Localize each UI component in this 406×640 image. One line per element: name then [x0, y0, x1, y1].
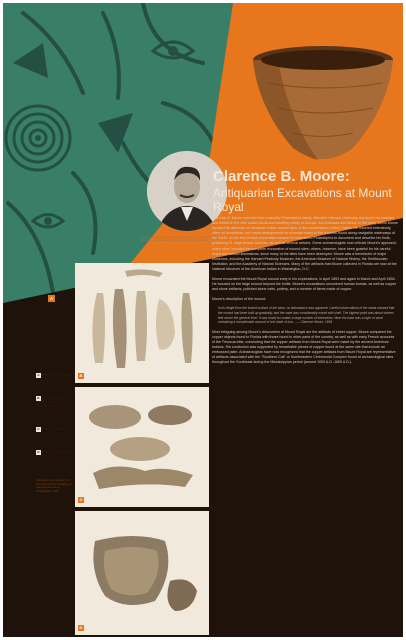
- panel-b-tools: [75, 263, 209, 383]
- caption-a-text: Embossed, with an open eye motif. Courtesy of the Academy of Natural Sciences, Philadelphia. 1894: [36, 378, 72, 392]
- portrait-caption: Clarence B. Moore, antiquarian and explorer, in his 20s. Photograph courtesy of the Academy of Natural Sciences, Philadelphia.: [141, 236, 220, 243]
- caption-d-marker: D: [37, 450, 40, 455]
- caption-a: [36, 373, 73, 392]
- caption-c-marker: C: [37, 426, 40, 431]
- marker-b-label: B: [79, 373, 83, 378]
- caption-b-heading: Polished stone implements and ornaments.: [36, 396, 65, 408]
- panel-c-pottery: [75, 387, 209, 507]
- body-text: [212, 216, 398, 370]
- copper-illustration: [75, 511, 209, 635]
- body-paragraph-1: Clarence B. Moore was born into a wealthy Philadelphia family, attended Harvard University and spent his twenties and thirties in the elite social circuit and traveling widely in Europe, the Americas and Africa. In the early 1890s Moore focused his attention on American Indian mound sites of the southeastern United States. He traveled extensively, often on houseboat, and made arrangements to excavate many of the mounds found along navigable waterways of the South. At the end of each excavation season he returned to Philadelphia to document and describe his finds, producing 21 large-format volumes, as well as several articles. Some archaeologists now criticize Moore's approach, which often included the complete excavation of mound sites; others, however, have been grateful for his careful maps and artifact illustrations, since many of the sites have been destroyed. Moore was a benefactor of major museums, including the Harvard Peabody Museum, the American Museum of Natural History, the Smithsonian Institution, and the Academy of Natural Sciences. Many of the artifacts that Moore collected in Florida are now at the National Museum of the American Indian in Washington, D.C.: [212, 216, 398, 271]
- caption-c-heading: Pottery vessels.: [42, 426, 67, 431]
- exhibit-poster: [3, 3, 403, 637]
- panel-d-copper: [75, 511, 209, 635]
- artifact-illustrations: [75, 263, 209, 635]
- page-title: Clarence B. Moore:: [213, 168, 350, 185]
- caption-a-heading: Copper breastplate.: [42, 373, 72, 377]
- caption-c: [36, 427, 73, 446]
- pottery-vessel-image: [238, 38, 398, 173]
- caption-d: [36, 450, 73, 473]
- body-closing: Most intriguing among Moore's discoveries at Mount Royal are the artifacts of sheet copper. Moore compared the copper objects found in Florida with those found in other parts of the country, as well as with early French accounts of the Timucua tribe, concluding that the copper artifacts from Mount Royal were made by the ancient American Indians. His conclusion was supported by remarkable pieces of copper found at the same site that include an embossed plate. Archaeologists have now recognized that the copper artifacts from Mount Royal are representative of artifacts associated with the "Southern Cult" or Southeastern Ceremonial Complex found at archaeological sites throughout the Southeast during the Mississippian period (around 1000 A.D.-1600 A.D.).: [212, 329, 396, 365]
- caption-d-text: Sheet copper objects recovered from the mound. Academy of Natural Sciences, Philadelphia, 1894: [36, 458, 72, 473]
- moore-quote: In its height from the lowest surface of the base, no disturbance was apparent. Careful observations of the strata showed that the mound had been built up gradually, and the sand was considerably mixed with shell. The highest point was about sixteen feet above the general level. It was found to contain a large number of interments. Near the base was a layer of sand containing a considerable amount of red oxide of iron... — Clarence Moore, 1894: [218, 306, 395, 325]
- marker-d-label: D: [79, 625, 83, 630]
- caption-c-text: Fragments of earthenware vessels found in the mound. Academy of Natural Sciences, Philadelphia, 1894: [36, 431, 72, 446]
- caption-d-heading: Copper bowls and ornaments.: [36, 450, 70, 459]
- tools-illustration: [75, 263, 209, 383]
- marker-a-label: A: [49, 296, 54, 301]
- caption-b-marker: B: [37, 396, 40, 401]
- caption-b-text: Celts, pendants and tools found at Mount Royal. Academy of Natural Sciences, Philadelphia, 1894: [36, 408, 72, 423]
- quote-heading: Moore's description of the mound:: [212, 297, 267, 302]
- illustration-credit: Illustrations reproduced from the Journal of the Academy of Natural Sciences of Philadelphia, 1894: [36, 479, 72, 494]
- body-paragraph-2: Moore excavated the Mount Royal mound early in his explorations, in April 1893 and again in March and April 1894. He focused on the large mound beyond the bluffs. Moore's excavations uncovered human burials, as well as copper and stone artifacts, polished stone celts, pottery, and a number of items made of copper.: [212, 277, 397, 292]
- caption-a-marker: A: [37, 373, 40, 377]
- page-subtitle: Antiquarian Excavations at Mount Royal: [213, 186, 392, 214]
- pottery-illustration: [75, 387, 209, 507]
- title-block: [213, 168, 398, 214]
- marker-c-label: C: [79, 497, 83, 502]
- caption-b: [36, 396, 73, 423]
- caption-column: [36, 373, 73, 494]
